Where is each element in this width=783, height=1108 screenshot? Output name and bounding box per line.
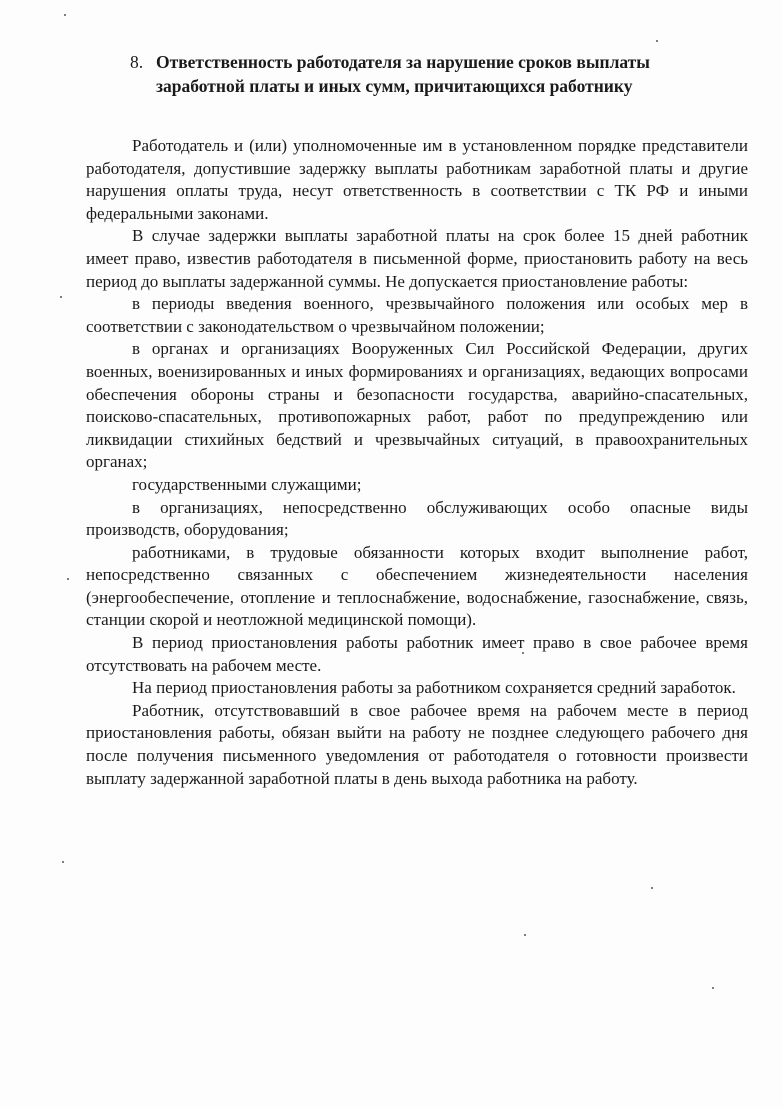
scan-speck <box>522 652 524 654</box>
section-heading <box>130 50 748 98</box>
scan-speck <box>712 987 714 989</box>
section-body <box>86 135 748 790</box>
section-number: 8. <box>130 52 144 72</box>
paragraph: работниками, в трудовые обязанности которых входит выполнение работ, непосредственно связанных с обеспечением жизнедеятельности населения (энергообеспечение, отопление и теплоснабжение, водоснабжение, газоснабжение, связь, станции скорой и неотложной медицинской помощи). <box>86 542 748 630</box>
scan-speck <box>656 40 658 42</box>
paragraph: На период приостановления работы за работником сохраняется средний заработок. <box>132 678 736 698</box>
scan-speck <box>651 887 653 889</box>
paragraph: в органах и организациях Вооруженных Сил Российской Федерации, других военных, военизированных и иных формированиях и организациях, ведающих вопросами обеспечения обороны страны и безопасности государства, аварийно-спасательных, поисково-спасательных, противопожарных работ, работ по предупреждению или ликвидации стихийных бедствий и чрезвычайных ситуаций, в правоохранительных органах; <box>86 339 748 472</box>
section-title-line1: Ответственность работодателя за нарушение сроков выплаты <box>156 52 650 72</box>
section-title-line2: заработной платы и иных сумм, причитающихся работнику <box>156 76 633 96</box>
paragraph: В случае задержки выплаты заработной платы на срок более 15 дней работник имеет право, известив работодателя в письменной форме, приостановить работу на весь период до выплаты задержанной суммы. Не допускается приостановление работы: <box>86 226 748 291</box>
scan-speck <box>524 934 526 936</box>
paragraph: Работодатель и (или) уполномоченные им в установленном порядке представители работодателя, допустившие задержку выплаты работникам заработной платы и другие нарушения оплаты труда, несут ответственность в соответствии с ТК РФ и иными федеральными законами. <box>86 136 748 223</box>
scan-speck <box>62 861 64 863</box>
paragraph: В период приостановления работы работник имеет право в свое рабочее время отсутствовать на рабочем месте. <box>86 633 748 675</box>
scan-speck <box>60 296 62 298</box>
paragraph: в организациях, непосредственно обслуживающих особо опасные виды производств, оборудования; <box>86 497 748 540</box>
paragraph: государственными служащими; <box>132 474 362 494</box>
scan-speck <box>64 14 66 16</box>
scan-speck <box>67 578 69 580</box>
paragraph: Работник, отсутствовавший в свое рабочее время на рабочем месте в период приостановления работы, обязан выйти на работу не позднее следующего рабочего дня после получения письменного уведомления от работодателя о готовности произвести выплату задержанной заработной платы в день выхода работника на работу. <box>86 700 748 788</box>
paragraph: в периоды введения военного, чрезвычайного положения или особых мер в соответствии с законодательством о чрезвычайном положении; <box>86 294 748 336</box>
